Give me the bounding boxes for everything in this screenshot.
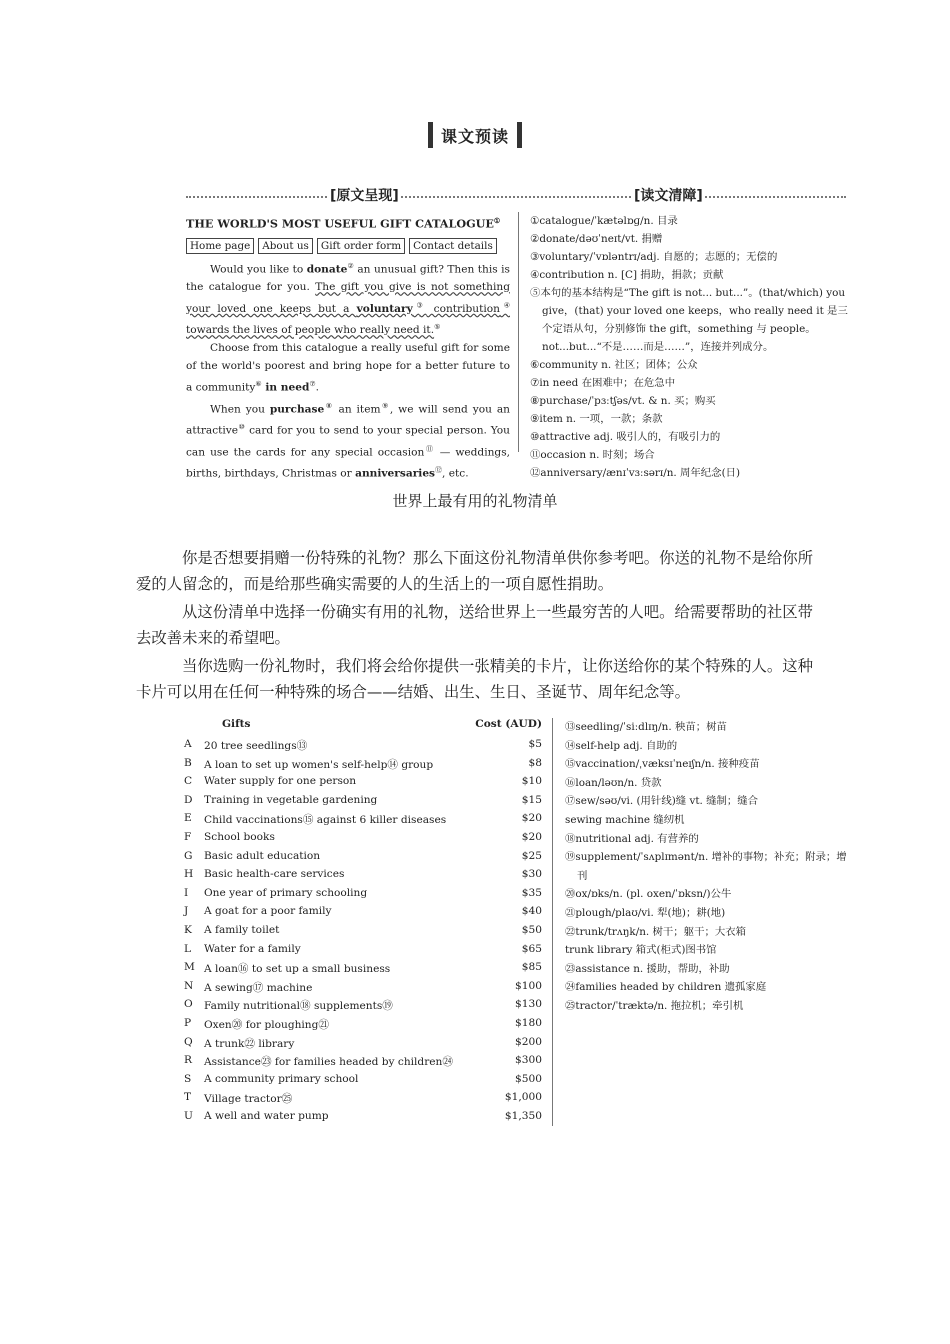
gift-letter: H <box>184 868 194 881</box>
gift-cost: $20 <box>521 830 542 843</box>
table-row <box>184 924 544 943</box>
note-item: ⑳ox/ɒks/n. (pl. oxen/ˈɒksn/)公牛 <box>565 888 732 901</box>
note-item: ⑦in need 在困难中；在危急中 <box>530 377 676 389</box>
gift-letter: D <box>184 793 193 806</box>
gift-name: School books <box>204 830 275 843</box>
gift-name: A community primary school <box>204 1072 359 1085</box>
catalogue-tabs <box>186 237 510 255</box>
gift-letter: K <box>184 923 192 936</box>
gift-name: Family nutritional⑱ supplements⑲ <box>204 1000 393 1013</box>
gift-name: Basic adult education <box>204 849 321 862</box>
gift-name: 20 tree seedlings⑬ <box>204 740 308 752</box>
keyword-anniversaries: anniversaries <box>355 467 436 480</box>
gift-name: Child vaccinations⑮ against 6 killer diseases <box>204 814 447 827</box>
vocab-notes-2 <box>565 718 850 1016</box>
table-row <box>184 1017 544 1036</box>
translation-paragraph: 当你选购一份礼物时，我们将会给你提供一张精美的卡片，让你送给你的某个特殊的人。这种卡片可以用在任何一种特殊的场合——结婚、出生、生日、圣诞节、周年纪念等。 <box>136 657 814 701</box>
text-span: When you <box>210 403 270 416</box>
text-span: . <box>315 381 320 394</box>
note-item: ⑮vaccination/ˌvæksɪˈneɪʃn/n. 接种疫苗 <box>565 758 760 771</box>
ref-mark: ① <box>493 216 501 225</box>
tab-contact-details[interactable]: Contact details <box>409 238 497 254</box>
gift-name: A goat for a poor family <box>204 905 332 918</box>
gift-letter: S <box>184 1072 192 1085</box>
gift-name: Water supply for one person <box>204 775 357 788</box>
gift-letter: A <box>184 738 192 750</box>
gift-name: Basic health-care services <box>204 868 345 881</box>
gift-letter: M <box>184 961 195 974</box>
gift-cost: $1,350 <box>504 1109 542 1122</box>
gift-cost: $200 <box>515 1035 542 1048</box>
table-row <box>184 738 544 757</box>
note-item: ⑫anniversary/ænɪˈvɜːsərɪ/n. 周年纪念(日) <box>530 467 741 479</box>
ref-mark: ⑨ <box>380 401 390 410</box>
note-item: sewing machine 缝纫机 <box>565 813 685 826</box>
gift-cost: $130 <box>515 998 542 1011</box>
gift-name: A loan⑯ to set up a small business <box>204 963 391 976</box>
ref-mark: ⑫ <box>435 466 443 475</box>
col-cost-header: Cost (AUD) <box>475 718 542 730</box>
column-divider <box>552 718 553 1126</box>
text-span: an unusual gift? Then this is the catalogue for you. <box>186 263 510 294</box>
text-span: Would you like to <box>210 263 307 276</box>
tab-home-page[interactable]: Home page <box>186 238 254 254</box>
text-span: The gift you give is not something your loved one keeps but a <box>186 281 510 315</box>
note-item: ⑩attractive adj. 吸引人的，有吸引力的 <box>530 431 721 443</box>
note-item: ㉕tractor/ˈtræktə/n. 拖拉机；牵引机 <box>565 999 744 1012</box>
note-item: ⑨item n. 一项，一款；条款 <box>530 413 663 425</box>
title-bar-right <box>517 122 522 148</box>
table-row <box>184 998 544 1017</box>
translation-title: 世界上最有用的礼物清单 <box>392 492 558 510</box>
table-row <box>184 1073 544 1092</box>
text-span: , etc. <box>442 467 469 480</box>
paragraph-2 <box>186 339 510 397</box>
gift-letter: C <box>184 775 193 788</box>
note-item: ②donate/dəʊˈneɪt/vt. 捐赠 <box>530 233 663 245</box>
ref-mark: ⑪ <box>424 444 435 453</box>
gift-letter: P <box>184 1016 192 1029</box>
table-row <box>184 1054 544 1073</box>
ref-mark: ⑤ <box>434 322 441 331</box>
gift-letter: E <box>184 812 192 825</box>
ref-mark: ③ <box>412 301 427 310</box>
text-span: — weddings, births, birthdays, Christmas or <box>186 446 511 480</box>
ref-mark: ⑧ <box>324 401 334 410</box>
gift-cost: $20 <box>521 812 542 825</box>
table-row <box>184 980 544 999</box>
gift-letter: G <box>184 849 193 862</box>
note-item: ⑧purchase/ˈpɜːtʃəs/vt. & n. 买；购买 <box>530 395 716 407</box>
tab-gift-order-form[interactable]: Gift order form <box>317 238 405 254</box>
heading-divider <box>186 196 846 198</box>
gift-cost: $10 <box>521 775 542 788</box>
note-item: trunk library 箱式(柜式)图书馆 <box>565 944 717 957</box>
vocab-notes <box>530 212 848 482</box>
table-row <box>184 775 544 794</box>
table-row <box>184 905 544 924</box>
gift-cost: $300 <box>515 1054 542 1067</box>
table-row <box>184 868 544 887</box>
gift-name: A trunk㉒ library <box>204 1037 295 1050</box>
note-item: ㉒trunk/trʌŋk/n. 树干；躯干；大衣箱 <box>565 925 747 938</box>
keyword-donate: donate <box>306 263 348 276</box>
note-item: ㉑plough/plaʊ/vi. 犁(地)；耕(地) <box>565 906 726 919</box>
table-row <box>184 1110 544 1129</box>
paragraph-1 <box>186 257 510 340</box>
gift-cost: $35 <box>521 886 542 899</box>
gift-letter: Q <box>184 1035 193 1048</box>
text-span: , we will send you an attractive <box>186 403 510 437</box>
ref-mark: ⑦ <box>309 380 316 389</box>
note-item: ⑱nutritional adj. 有营养的 <box>565 832 699 845</box>
gift-cost: $85 <box>521 961 542 974</box>
gift-letter: N <box>184 979 194 992</box>
gift-letter: T <box>184 1091 192 1104</box>
gift-name: Assistance㉓ for families headed by children㉔ <box>204 1056 453 1069</box>
catalogue-title <box>186 212 510 233</box>
gift-letter: B <box>184 756 192 769</box>
gifts-table <box>184 718 544 1128</box>
note-item: ㉔families headed by children 遗孤家庭 <box>565 981 767 994</box>
table-row <box>184 1091 544 1110</box>
text-span: an item <box>333 403 381 416</box>
ref-mark: ④ <box>499 301 510 310</box>
text-span: card for you to send to your special person. You can use the cards for any special occasion <box>186 424 510 459</box>
ref-mark: ② <box>347 261 354 270</box>
note-item: ⑤本句的基本结构是“The gift is not... but...”。(that/which) you give，(that) your loved one keeps，who really need it 是三个定语从句，分别修饰 the gift，something 与 people。not...but...“不是……而是……”，连接并列成分。 <box>530 287 848 353</box>
note-item: ㉓assistance n. 援助，帮助，补助 <box>565 962 730 975</box>
gift-cost: $15 <box>521 793 542 806</box>
gift-name: Village tractor㉕ <box>204 1093 293 1106</box>
gift-letter: L <box>184 942 192 955</box>
ref-mark: ⑩ <box>238 423 246 432</box>
original-passage <box>186 212 510 483</box>
note-item: ⑯loan/ləʊn/n. 贷款 <box>565 776 662 789</box>
note-item: ⑪occasion n. 时刻；场合 <box>530 449 655 461</box>
note-item: ①catalogue/ˈkætəlɒɡ/n. 目录 <box>530 215 678 227</box>
gift-letter: J <box>184 905 189 918</box>
table-row <box>184 831 544 850</box>
heading-notes: [读文清障] <box>632 185 705 205</box>
paragraph-3 <box>186 397 510 483</box>
note-item: ④contribution n. [C] 捐助，捐款；贡献 <box>530 269 724 281</box>
gift-name: A loan to set up women's self-help⑭ group <box>204 758 434 771</box>
gift-cost: $30 <box>521 868 542 881</box>
gift-name: A sewing⑰ machine <box>204 981 313 994</box>
table-row <box>184 850 544 869</box>
gift-name: One year of primary schooling <box>204 886 368 899</box>
translation-paragraph: 你是否想要捐赠一份特殊的礼物？那么下面这份礼物清单供你参考吧。你送的礼物不是给你所爱的人留念的，而是给那些确实需要的人的生活上的一项自愿性捐助。 <box>136 549 814 593</box>
heading-original: [原文呈现] <box>328 185 401 205</box>
tab-about-us[interactable]: About us <box>258 238 313 254</box>
note-item: ⑭self-help adj. 自助的 <box>565 739 678 752</box>
table-row <box>184 1036 544 1055</box>
gift-letter: R <box>184 1054 192 1067</box>
keyword-voluntary: voluntary <box>356 302 413 315</box>
section-title-text: 课文预读 <box>440 126 509 146</box>
catalogue-title-text: THE WORLD'S MOST USEFUL GIFT CATALOGUE <box>186 216 494 231</box>
table-header <box>184 718 544 738</box>
ref-mark: ⑥ <box>255 380 262 389</box>
translation <box>136 545 816 707</box>
text-span: contribution <box>426 302 500 315</box>
keyword-purchase: purchase <box>269 403 325 416</box>
table-row <box>184 812 544 831</box>
table-row <box>184 961 544 980</box>
gift-cost: $40 <box>521 905 542 918</box>
gift-name: Oxen⑳ for ploughing㉑ <box>204 1018 330 1031</box>
gift-letter: O <box>184 998 193 1011</box>
gift-name: Training in vegetable gardening <box>204 793 378 806</box>
note-item: ⑥community n. 社区；团体；公众 <box>530 359 698 371</box>
gift-cost: $50 <box>521 923 542 936</box>
gift-cost: $5 <box>528 738 542 750</box>
gift-cost: $100 <box>515 979 542 992</box>
gift-letter: I <box>184 886 189 899</box>
note-item: ③voluntary/ˈvɒləntrɪ/adj. 自愿的；志愿的；无偿的 <box>530 251 778 263</box>
table-row <box>184 794 544 813</box>
column-divider <box>518 212 519 452</box>
gift-name: A family toilet <box>204 923 280 936</box>
gift-name: A well and water pump <box>204 1109 329 1122</box>
keyword-in-need: in need <box>261 381 310 394</box>
text-span: Choose from this catalogue a really useful gift for some of the world's poorest and bring hope for a better future to a community <box>186 342 510 394</box>
gift-cost: $8 <box>528 756 542 769</box>
note-item: ⑬seedling/ˈsiːdlɪŋ/n. 秧苗；树苗 <box>565 721 727 733</box>
table-row <box>184 757 544 776</box>
gift-cost: $65 <box>521 942 542 955</box>
gift-cost: $25 <box>521 849 542 862</box>
gift-cost: $500 <box>515 1072 542 1085</box>
gift-cost: $1,000 <box>504 1091 542 1104</box>
gift-cost: $180 <box>515 1016 542 1029</box>
gift-letter: F <box>184 830 192 843</box>
gift-letter: U <box>184 1109 193 1122</box>
section-title <box>0 122 950 148</box>
note-item: ⑲supplement/ˈsʌplɪmənt/n. 增补的事物；补充；附录；增刊 <box>565 851 847 882</box>
gift-name: Water for a family <box>204 942 301 955</box>
col-gifts-header: Gifts <box>222 718 251 730</box>
text-span: towards the lives of people who really need it. <box>186 324 435 337</box>
translation-paragraph: 从这份清单中选择一份确实有用的礼物，送给世界上一些最穷苦的人吧。给需要帮助的社区带去改善未来的希望吧。 <box>136 603 814 647</box>
table-row <box>184 887 544 906</box>
table-row <box>184 943 544 962</box>
note-item: ⑰sew/səʊ/vi. (用针线)缝 vt. 缝制；缝合 <box>565 795 759 808</box>
